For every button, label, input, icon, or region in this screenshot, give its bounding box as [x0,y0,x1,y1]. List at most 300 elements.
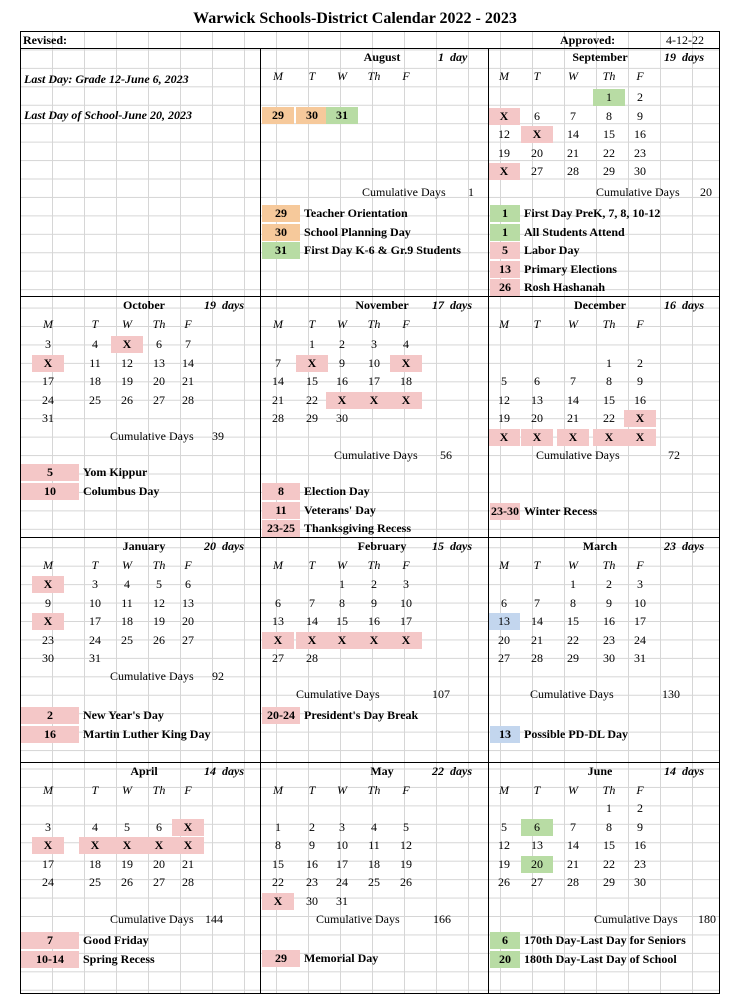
day-cell-feb: X [390,632,422,649]
day-cell-mar: 21 [531,632,543,647]
event-label-jan: Martin Luther King Day [83,726,211,741]
day-cell-sep: 27 [531,164,543,178]
event-label-jun: 170th Day-Last Day for Seniors [524,933,686,947]
day-cell-nov: 7 [275,355,281,370]
weekday-oct-1: T [91,317,99,331]
day-cell-jan: 30 [42,651,54,665]
weekday-may-0: M [273,783,283,797]
weekday-nov-0: M [273,317,283,331]
month-name-oct: October [123,298,165,312]
day-cell-feb: 1 [339,577,345,591]
event-label-dec: Winter Recess [524,504,598,518]
month-count-jan: 20 [204,539,216,553]
weekday-mar-0: M [499,558,509,572]
cumulative-value-jan: 92 [212,669,224,683]
day-cell-sep: 16 [634,127,646,141]
cumulative-value-apr: 144 [205,912,223,926]
weekday-may-2: W [337,783,347,797]
day-cell-jan: 10 [89,595,101,610]
day-cell-dec: 12 [498,392,510,407]
day-cell-dec: 20 [531,411,543,425]
day-cell-jan: 13 [182,595,194,610]
day-cell-may: 18 [368,856,380,871]
day-cell-nov: 1 [309,337,315,351]
day-cell-apr: X [143,837,175,854]
cumulative-label-apr: Cumulative Days [110,912,194,926]
weekday-jun-1: T [533,783,541,797]
day-cell-jun: 15 [603,838,615,852]
day-cell-nov: 16 [336,374,348,388]
day-cell-nov: X [296,355,328,372]
day-cell-nov: X [326,392,358,409]
event-label-nov: Veterans' Day [304,502,376,517]
month-name-mar: March [582,539,618,553]
weekday-jun-0: M [499,783,509,797]
day-cell-mar: 27 [498,651,510,665]
cumulative-value-dec: 72 [668,448,680,462]
day-cell-dec: 8 [606,374,612,388]
day-cell-mar: 31 [634,651,646,665]
day-cell-mar: 8 [570,595,576,610]
day-cell-jun: 23 [634,856,646,871]
day-cell-oct: 26 [121,392,133,407]
day-cell-sep: X [521,126,553,143]
day-cell-dec: X [488,429,520,446]
day-cell-jun: 22 [603,856,615,871]
day-cell-may: 22 [272,875,284,889]
event-date-jan: 16 [21,726,79,743]
day-cell-oct: 31 [42,411,54,425]
day-cell-apr: 24 [42,875,54,889]
day-cell-jun: 19 [498,856,510,871]
day-cell-dec: 2 [637,355,643,370]
day-cell-dec: 14 [567,392,579,407]
day-cell-dec: 21 [567,411,579,425]
event-label-sep: Primary Elections [524,261,617,276]
weekday-may-3: Th [367,783,381,797]
day-cell-apr: 5 [124,819,130,834]
day-cell-oct: 7 [185,337,191,351]
month-name-may: May [370,764,394,778]
day-cell-sep: 1 [593,89,625,106]
day-cell-oct: X [32,355,64,372]
day-cell-feb: 3 [403,577,409,591]
event-date-sep: 1 [490,205,520,222]
day-cell-feb: 6 [275,595,281,610]
month-days-unit-jan: days [222,539,244,553]
day-cell-nov: 29 [306,411,318,425]
weekday-aug-1: T [308,69,316,83]
divider-col-2 [488,48,489,994]
cumulative-value-nov: 56 [440,448,452,462]
month-count-mar: 23 [664,539,676,553]
day-cell-feb: X [296,632,328,649]
day-cell-nov: 22 [306,392,318,407]
day-cell-dec: 1 [606,355,612,370]
day-cell-may: 2 [309,819,315,834]
day-cell-apr: 3 [45,819,51,834]
day-cell-may: 24 [336,875,348,889]
day-cell-jun: 8 [606,819,612,834]
day-cell-jan: 11 [121,595,133,610]
day-cell-jun: 14 [567,838,579,852]
note-last-day-school: Last Day of School-June 20, 2023 [24,108,192,122]
day-cell-sep: 2 [637,90,643,104]
weekday-sep-3: Th [602,69,616,83]
day-cell-oct: 14 [182,355,194,370]
divider-row-2 [20,537,720,538]
day-cell-feb: 17 [400,614,412,628]
day-cell-oct: 3 [45,337,51,351]
day-cell-nov: 30 [336,411,348,425]
day-cell-apr: 21 [182,856,194,871]
event-label-may: Memorial Day [304,951,379,965]
day-cell-jun: 1 [606,801,612,815]
day-cell-oct: 18 [89,374,101,388]
day-cell-jan: 3 [92,577,98,591]
day-cell-jun: 20 [521,856,553,873]
day-cell-oct: 6 [156,337,162,351]
weekday-oct-3: Th [152,317,166,331]
day-cell-may: 3 [339,819,345,834]
cumulative-label-mar: Cumulative Days [530,687,614,701]
cumulative-label-sep: Cumulative Days [596,185,680,199]
day-cell-jan: 5 [156,577,162,591]
day-cell-apr: X [79,837,111,854]
event-date-nov: 11 [262,502,300,519]
cumulative-value-feb: 107 [432,687,450,701]
day-cell-nov: 3 [371,337,377,351]
event-date-sep: 5 [490,242,520,259]
event-date-sep: 26 [490,279,520,296]
day-cell-apr: X [111,837,143,854]
event-label-sep: Rosh Hashanah [524,280,606,294]
month-count-oct: 19 [204,298,216,312]
month-days-unit-jun: days [682,764,704,778]
month-name-aug: August [363,50,401,64]
day-cell-jun: 21 [567,856,579,871]
month-days-unit-feb: days [450,539,472,553]
weekday-jan-4: F [184,558,192,572]
weekday-feb-1: T [308,558,316,572]
day-cell-jan: 12 [153,595,165,610]
day-cell-oct: 24 [42,392,54,407]
event-date-mar: 13 [490,726,520,743]
day-cell-may: 11 [368,838,380,852]
day-cell-aug: 30 [296,107,328,124]
day-cell-feb: 14 [306,614,318,628]
day-cell-sep: 8 [606,108,612,123]
day-cell-mar: 10 [634,595,646,610]
day-cell-feb: 28 [306,651,318,665]
day-cell-feb: 15 [336,614,348,628]
day-cell-may: 16 [306,856,318,871]
day-cell-oct: 20 [153,374,165,388]
day-cell-feb: X [262,632,294,649]
day-cell-sep: 22 [603,145,615,160]
day-cell-mar: 23 [603,632,615,647]
day-cell-mar: 3 [637,577,643,591]
day-cell-aug: 31 [326,107,358,124]
weekday-nov-1: T [308,317,316,331]
weekday-apr-3: Th [152,783,166,797]
month-count-dec: 16 [664,298,676,312]
event-label-oct: Columbus Day [83,483,160,498]
day-cell-apr: X [172,837,204,854]
weekday-may-1: T [308,783,316,797]
weekday-mar-2: W [568,558,578,572]
weekday-mar-3: Th [602,558,616,572]
divider-header [20,48,720,49]
weekday-sep-0: M [499,69,509,83]
event-date-aug: 30 [262,224,300,241]
day-cell-sep: 12 [498,127,510,141]
day-cell-may: 30 [306,893,318,908]
day-cell-jan: 24 [89,632,101,647]
day-cell-jun: 27 [531,875,543,889]
approved-date: 4-12-22 [666,33,704,47]
weekday-nov-2: W [337,317,347,331]
event-date-feb: 20-24 [262,707,300,724]
cumulative-label-jan: Cumulative Days [110,669,194,683]
day-cell-oct: 11 [89,355,101,370]
cumulative-label-nov: Cumulative Days [334,448,418,462]
weekday-dec-3: Th [602,317,616,331]
month-name-feb: February [357,539,407,553]
day-cell-jun: 6 [521,819,553,836]
day-cell-jan: X [32,613,64,630]
weekday-feb-3: Th [367,558,381,572]
event-date-oct: 5 [21,464,79,481]
day-cell-jan: X [32,576,64,593]
day-cell-oct: 13 [153,355,165,370]
day-cell-nov: 2 [339,337,345,351]
day-cell-feb: 2 [371,577,377,591]
event-label-apr: Spring Recess [83,951,155,966]
event-date-aug: 31 [262,242,300,259]
day-cell-mar: 15 [567,614,579,628]
day-cell-sep: 6 [534,108,540,123]
day-cell-nov: 14 [272,374,284,388]
cumulative-value-mar: 130 [662,687,680,701]
day-cell-nov: X [358,392,390,409]
day-cell-may: 9 [309,838,315,852]
day-cell-may: 19 [400,856,412,871]
cumulative-value-oct: 39 [212,429,224,443]
day-cell-jun: 12 [498,838,510,852]
cumulative-value-sep: 20 [700,185,712,199]
day-cell-apr: X [32,837,64,854]
cumulative-label-oct: Cumulative Days [110,429,194,443]
event-date-dec: 23-30 [491,504,519,518]
day-cell-mar: 22 [567,632,579,647]
cumulative-label-feb: Cumulative Days [296,687,380,701]
day-cell-nov: X [390,392,422,409]
day-cell-dec: X [593,429,625,446]
event-label-sep: All Students Attend [524,224,625,239]
day-cell-dec: 19 [498,411,510,425]
month-days-unit-apr: days [222,764,244,778]
weekday-jan-2: W [122,558,132,572]
day-cell-feb: 7 [309,595,315,610]
month-count-may: 22 [432,764,444,778]
day-cell-mar: 9 [606,595,612,610]
weekday-feb-2: W [337,558,347,572]
event-label-sep: Labor Day [524,243,580,257]
day-cell-may: X [262,893,294,910]
day-cell-sep: 23 [634,145,646,160]
day-cell-jun: 5 [501,819,507,834]
day-cell-may: 17 [336,856,348,871]
day-cell-sep: 15 [603,127,615,141]
event-date-apr: 7 [21,932,79,949]
month-days-unit-nov: days [450,298,472,312]
day-cell-jun: 30 [634,875,646,889]
day-cell-sep: 7 [570,108,576,123]
event-label-feb: President's Day Break [304,708,419,722]
day-cell-mar: 2 [606,577,612,591]
weekday-jan-0: M [43,558,53,572]
weekday-jun-4: F [636,783,644,797]
day-cell-nov: X [390,355,422,372]
month-count-jun: 14 [664,764,676,778]
day-cell-feb: 10 [400,595,412,610]
weekday-feb-4: F [402,558,410,572]
day-cell-dec: 16 [634,392,646,407]
event-label-jan: New Year's Day [83,708,164,722]
day-cell-nov: 9 [339,355,345,370]
day-cell-sep: 21 [567,145,579,160]
event-label-aug: School Planning Day [304,224,411,239]
day-cell-mar: 6 [501,595,507,610]
weekday-may-4: F [402,783,410,797]
day-cell-sep: X [488,108,520,125]
day-cell-dec: 6 [534,374,540,388]
day-cell-apr: 17 [42,856,54,871]
weekday-jun-2: W [568,783,578,797]
day-cell-dec: 7 [570,374,576,388]
weekday-oct-4: F [184,317,192,331]
day-cell-may: 23 [306,875,318,889]
event-label-nov: Thanksgiving Recess [304,521,412,535]
day-cell-apr: X [172,819,204,836]
weekday-sep-1: T [533,69,541,83]
day-cell-apr: 28 [182,875,194,889]
day-cell-jan: 6 [185,577,191,591]
weekday-aug-2: W [337,69,347,83]
day-cell-sep: 9 [637,108,643,123]
month-days-unit-oct: days [222,298,244,312]
day-cell-mar: 17 [634,614,646,628]
day-cell-dec: 22 [603,411,615,425]
day-cell-may: 12 [400,838,412,852]
day-cell-mar: 29 [567,651,579,665]
weekday-aug-4: F [402,69,410,83]
event-label-nov: Election Day [304,484,370,498]
day-cell-may: 4 [371,819,377,834]
day-cell-apr: 19 [121,856,133,871]
month-name-apr: April [130,764,158,778]
event-date-jun: 6 [490,932,520,949]
divider-row-1 [20,296,720,297]
event-date-apr: 10-14 [21,951,79,968]
month-days-unit-mar: days [682,539,704,553]
day-cell-jan: 27 [182,632,194,647]
day-cell-sep: 19 [498,145,510,160]
day-cell-nov: 4 [403,337,409,351]
day-cell-aug: 29 [262,107,294,124]
day-cell-mar: 30 [603,651,615,665]
day-cell-oct: 12 [121,355,133,370]
weekday-dec-2: W [568,317,578,331]
day-cell-jun: 28 [567,875,579,889]
month-name-sep: September [572,50,628,64]
month-count-nov: 17 [432,298,444,312]
day-cell-nov: 15 [306,374,318,388]
day-cell-oct: 21 [182,374,194,388]
day-cell-may: 31 [336,893,348,908]
month-count-apr: 14 [204,764,216,778]
day-cell-mar: 24 [634,632,646,647]
day-cell-jan: 9 [45,595,51,610]
day-cell-feb: X [358,632,390,649]
day-cell-jun: 26 [498,875,510,889]
page-title: Warwick Schools-District Calendar 2022 - 2023 [193,10,517,27]
day-cell-oct: 17 [42,374,54,388]
day-cell-sep: X [488,163,520,180]
divider-col-1 [260,48,261,994]
weekday-apr-4: F [184,783,192,797]
day-cell-dec: 5 [501,374,507,388]
event-label-sep: First Day PreK, 7, 8, 10-12 [524,206,661,220]
weekday-dec-1: T [533,317,541,331]
month-count-aug: 1 [438,50,444,64]
event-date-nov: 23-25 [262,520,300,537]
day-cell-apr: 20 [153,856,165,871]
weekday-mar-1: T [533,558,541,572]
day-cell-feb: 13 [272,614,284,628]
weekday-oct-0: M [43,317,53,331]
day-cell-oct: 28 [182,392,194,407]
divider-row-3 [20,762,720,763]
day-cell-may: 10 [336,838,348,852]
day-cell-jun: 13 [531,838,543,852]
weekday-nov-4: F [402,317,410,331]
event-date-may: 29 [262,950,300,967]
day-cell-feb: 9 [371,595,377,610]
weekday-apr-0: M [43,783,53,797]
day-cell-jun: 29 [603,875,615,889]
weekday-jan-1: T [91,558,99,572]
event-label-mar: Possible PD-DL Day [524,727,629,741]
weekday-oct-2: W [122,317,132,331]
day-cell-may: 8 [275,838,281,852]
note-last-day-grade12: Last Day: Grade 12-June 6, 2023 [24,72,189,86]
weekday-sep-4: F [636,69,644,83]
day-cell-oct: 19 [121,374,133,388]
event-date-jun: 20 [490,951,520,968]
weekday-dec-4: F [636,317,644,331]
day-cell-dec: 15 [603,392,615,407]
day-cell-mar: 28 [531,651,543,665]
month-name-jun: June [587,764,613,778]
event-date-jan: 2 [21,707,79,724]
day-cell-oct: X [111,336,143,353]
month-count-feb: 15 [432,539,444,553]
day-cell-jan: 19 [153,614,165,628]
cumulative-label-dec: Cumulative Days [536,448,620,462]
cumulative-value-aug: 1 [468,185,474,199]
